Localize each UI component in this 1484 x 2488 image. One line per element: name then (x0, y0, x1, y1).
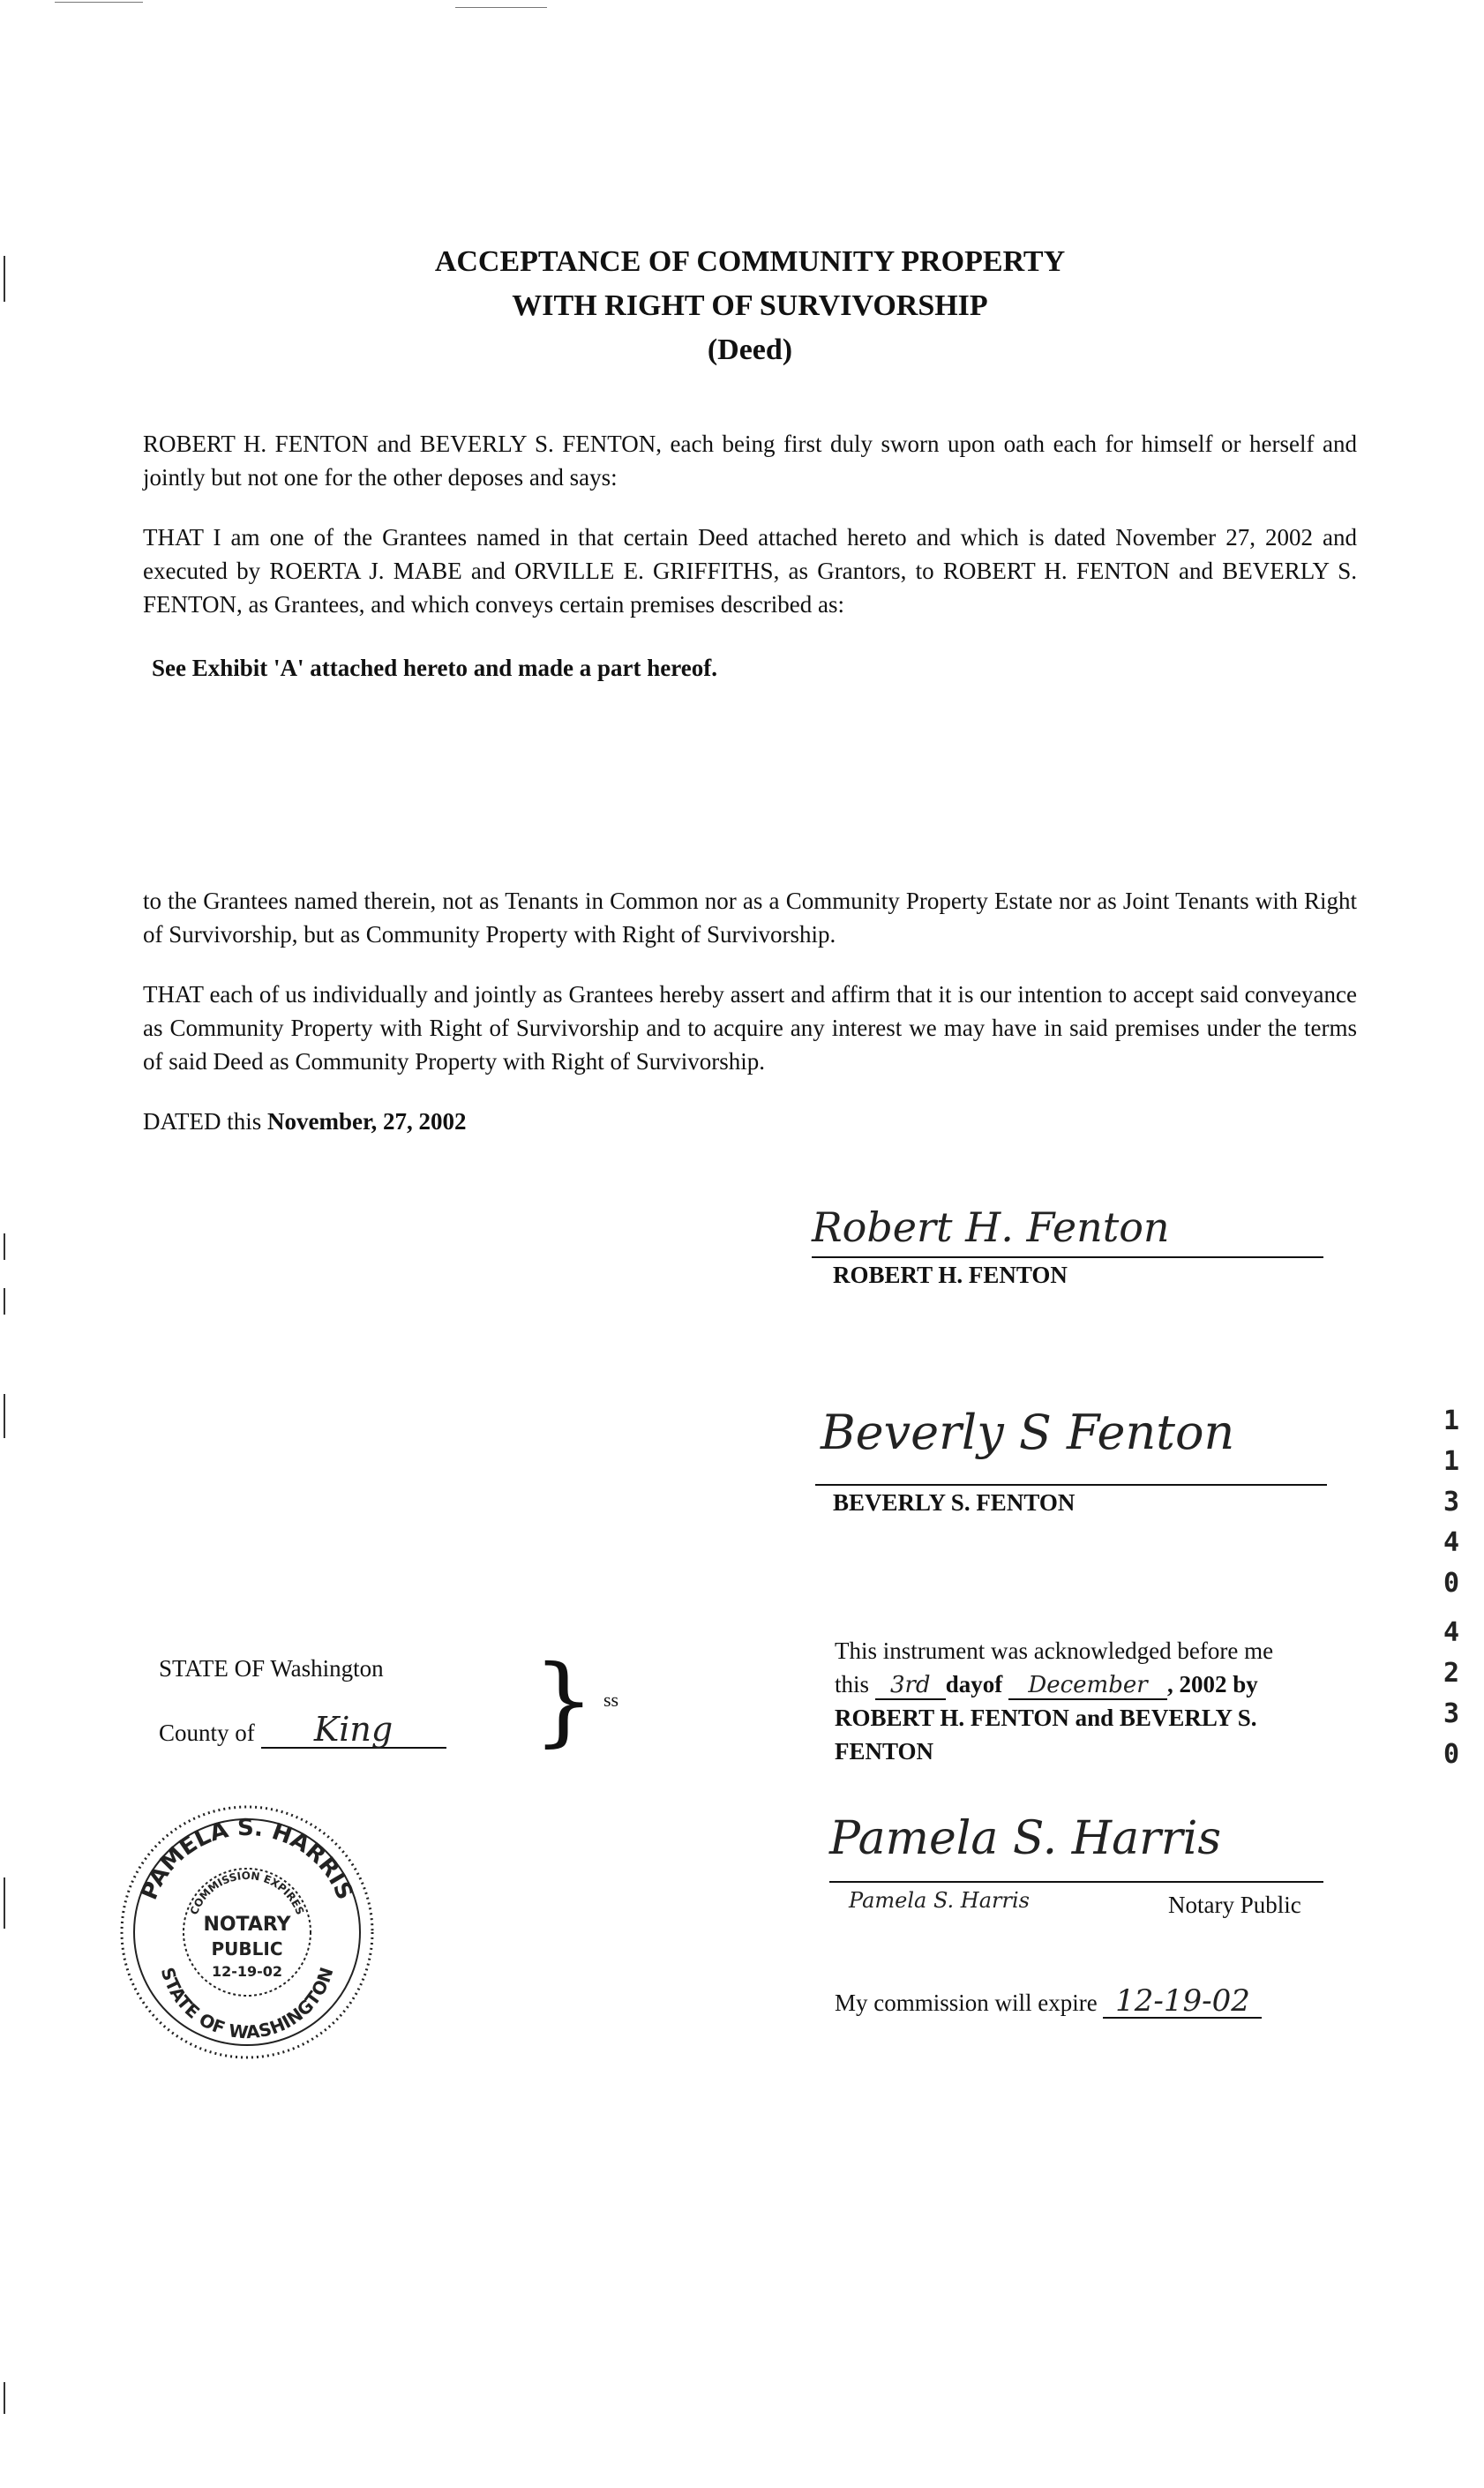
title-line-3: (Deed) (707, 333, 793, 366)
dated-value: November, 27, 2002 (267, 1108, 467, 1135)
seal-commission-text: COMMISSION EXPIRES (187, 1869, 307, 1917)
document-title (0, 240, 1484, 372)
robert-printed-name: ROBERT H. FENTON (833, 1262, 1068, 1288)
exhibit-reference: See Exhibit 'A' attached hereto and made a part hereof. (152, 655, 717, 681)
seal-public-text: PUBLIC (211, 1938, 283, 1960)
robert-signature: Robert H. Fenton (812, 1203, 1170, 1251)
commission-label: My commission will expire (835, 1990, 1098, 2016)
county-label: County of (159, 1720, 255, 1746)
acknowledgment-line-2 (835, 1667, 1364, 1701)
margin-tick (4, 1233, 5, 1260)
ack-day-value: 3rd (875, 1672, 946, 1700)
seal-name-text: PAMELA S. HARRIS (136, 1814, 358, 1904)
margin-tick (4, 1877, 5, 1929)
acknowledgment-line-1: This instrument was acknowledged before me (835, 1637, 1274, 1664)
stamp-digit: 2 (1443, 1658, 1460, 1689)
commission-row (835, 1985, 1262, 2019)
seal-notary-text: NOTARY (203, 1914, 291, 1936)
venue-ss: ss (603, 1689, 619, 1711)
acknowledgment-block (835, 1634, 1364, 1768)
notary-signature: Pamela S. Harris (829, 1812, 1222, 1865)
robert-signature-line (812, 1256, 1323, 1258)
notary-seal-graphic (115, 1800, 379, 2065)
ack-year-by: , 2002 by (1167, 1671, 1258, 1697)
beverly-signature: Beverly S Fenton (821, 1405, 1235, 1460)
scan-artifact-top-dash (455, 7, 547, 8)
ack-names-line-2: FENTON (835, 1738, 934, 1765)
seal-date-text: 12-19-02 (211, 1963, 283, 1980)
dated-prefix: DATED this (143, 1108, 262, 1135)
venue-brace: } (533, 1644, 595, 1757)
notary-printed-name: Pamela S. Harris (849, 1888, 1030, 1913)
stamp-digit: 4 (1443, 1617, 1460, 1648)
county-row (159, 1712, 446, 1749)
paragraph-affirmation: THAT each of us individually and jointly as Grantees hereby assert and affirm that it is our intention to accept said conveyance as Community Property with Right of Survivorship and to acquire any interest we may have in said premises under the terms of said Deed as Community Property with Right of Survivorship. (143, 981, 1357, 1075)
notary-signature-line (829, 1881, 1323, 1883)
title-line-1: ACCEPTANCE OF COMMUNITY PROPERTY (434, 245, 1066, 278)
margin-tick (4, 1288, 5, 1315)
stamp-digit: 1 (1443, 1405, 1460, 1436)
commission-value: 12-19-02 (1103, 1985, 1262, 2019)
ack-month-value: December (1008, 1672, 1167, 1700)
stamp-digit: 3 (1443, 1487, 1460, 1518)
scan-artifact-top-line (55, 2, 143, 3)
county-value: King (261, 1712, 446, 1749)
stamp-digit: 0 (1443, 1568, 1460, 1599)
dated-line (143, 1105, 1357, 1138)
recording-number-stamp (1443, 1401, 1459, 1775)
notary-seal (115, 1800, 379, 2065)
stamp-digit: 4 (1443, 1527, 1460, 1558)
ack-dayof-label: dayof (945, 1671, 1003, 1697)
ack-names-line-1: ROBERT H. FENTON and BEVERLY S. (835, 1705, 1257, 1731)
seal-state-text: STATE OF WASHINGTON (156, 1964, 338, 2043)
svg-text:PAMELA S. HARRIS (136, 1815, 358, 1904)
margin-tick (4, 1394, 5, 1438)
stamp-digit: 3 (1443, 1698, 1460, 1729)
beverly-signature-line (815, 1484, 1327, 1486)
svg-text:COMMISSION EXPIRES (188, 1870, 307, 1916)
margin-tick (4, 2382, 5, 2414)
state-label: STATE OF Washington (159, 1655, 384, 1682)
beverly-printed-name: BEVERLY S. FENTON (833, 1489, 1076, 1516)
paragraph-grantees: THAT I am one of the Grantees named in that certain Deed attached hereto and which is dated November 27, 2002 and executed by ROERTA J. MABE and ORVILLE E. GRIFFITHS, as Grantors, to ROBERT H. FENTON and BEVERLY S. FENTON, as Grantees, and which conveys certain premises described as: (143, 524, 1357, 618)
paragraph-deponents: ROBERT H. FENTON and BEVERLY S. FENTON, each being first duly sworn upon oath each for himself or herself and jointly but not one for the other deposes and says: (143, 431, 1357, 491)
stamp-digit: 1 (1443, 1446, 1460, 1477)
ack-this-label: this (835, 1671, 870, 1697)
notary-title: Notary Public (1168, 1892, 1301, 1918)
paragraph-tenancy: to the Grantees named therein, not as Tenants in Common nor as a Community Property Estate nor as Joint Tenants with Right of Survivorship, but as Community Property with Right of Survivorship. (143, 888, 1357, 948)
stamp-digit: 0 (1443, 1739, 1460, 1770)
title-line-2: WITH RIGHT OF SURVIVORSHIP (512, 289, 988, 322)
